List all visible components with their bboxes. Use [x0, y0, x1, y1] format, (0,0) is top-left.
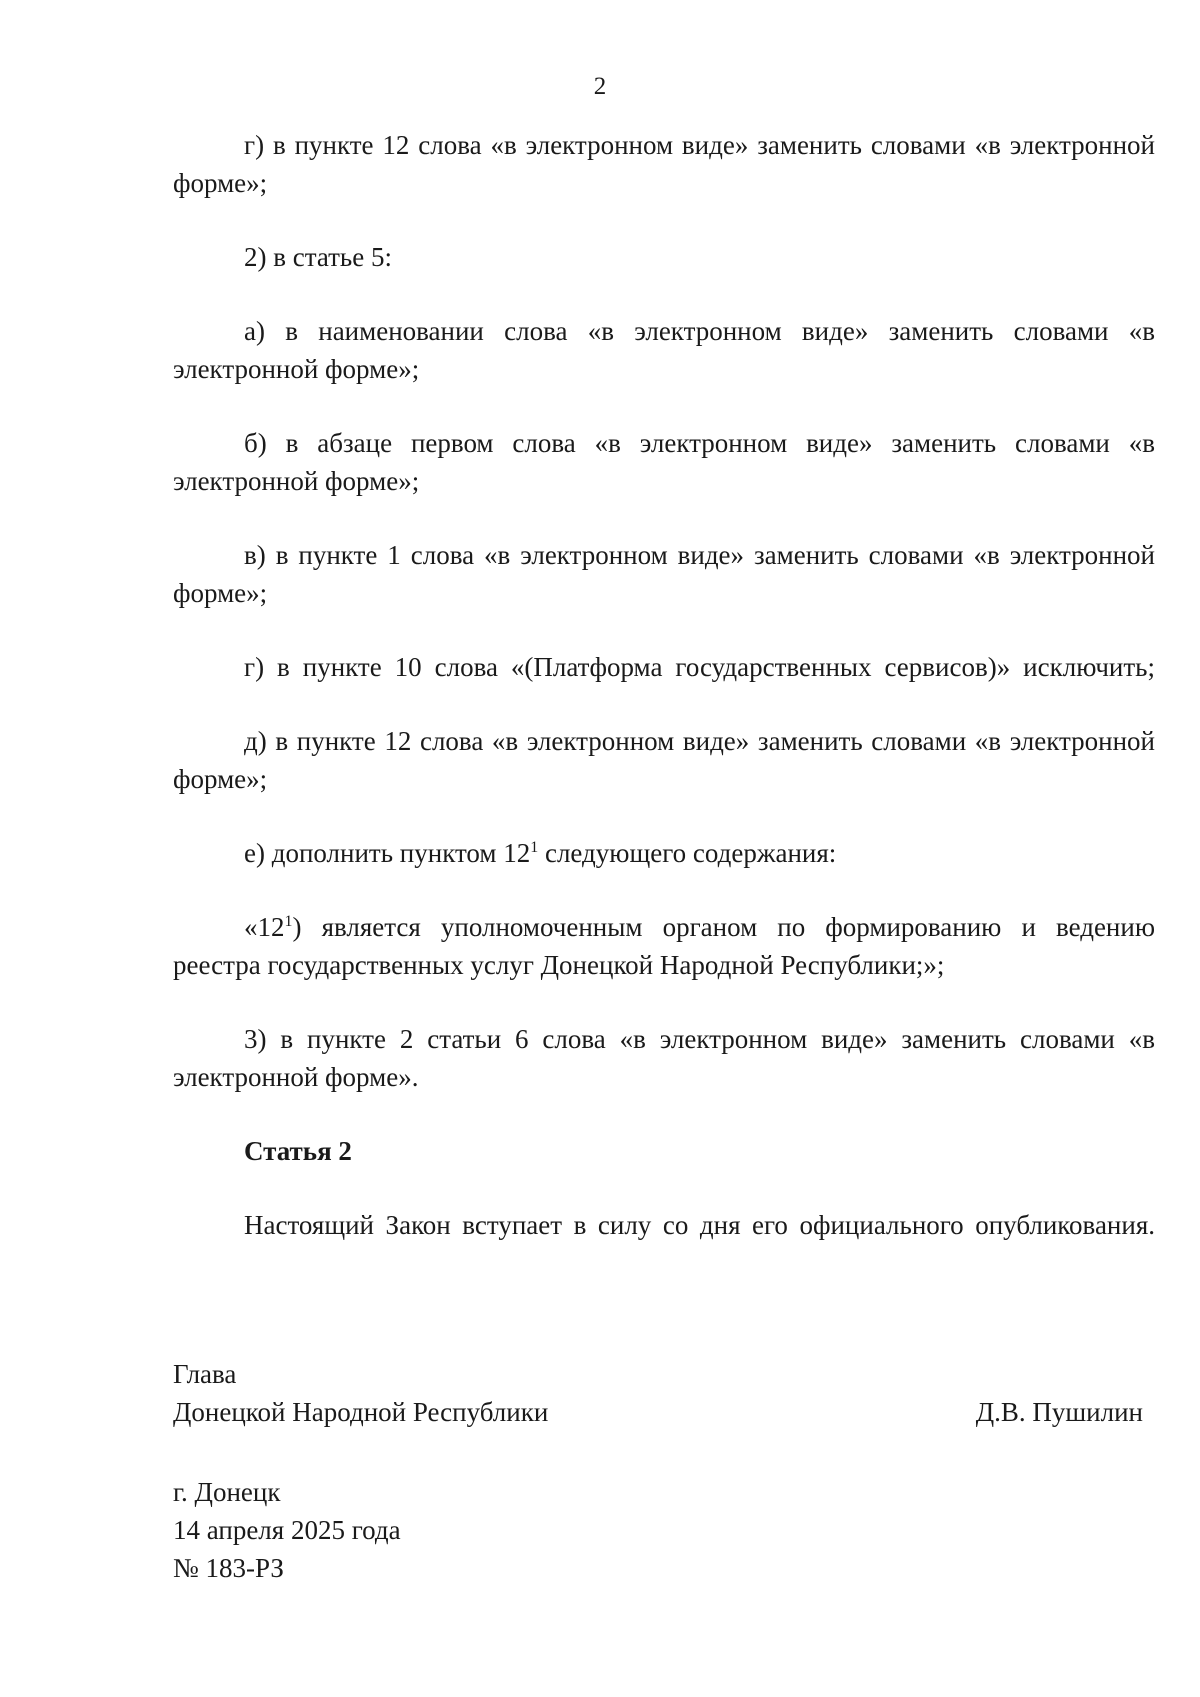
paragraph-2d: д) в пункте 12 слова «в электронном виде» заменить словами «в электронной форме»; [173, 726, 1155, 794]
paragraph-3: 3) в пункте 2 статьи 6 слова «в электронном виде» заменить словами «в электронной форме». [173, 1024, 1155, 1092]
date: 14 апреля 2025 года [173, 1515, 401, 1545]
document-body [173, 126, 1155, 1280]
page-number: 2 [593, 73, 607, 100]
paragraph-2v: в) в пункте 1 слова «в электронном виде» заменить словами «в электронной форме»; [173, 540, 1155, 608]
signature-row [173, 1393, 1143, 1431]
paragraph-2: 2) в статье 5: [244, 242, 392, 272]
place-date-block [173, 1473, 401, 1587]
article-2-heading: Статья 2 [244, 1136, 352, 1166]
signatory-name: Д.В. Пушилин [975, 1397, 1143, 1427]
law-number: № 183-РЗ [173, 1553, 284, 1583]
signature-title-line2: Донецкой Народной Республики [173, 1397, 549, 1427]
article-2-text: Настоящий Закон вступает в силу со дня его официального опубликования. [244, 1210, 1155, 1240]
paragraph-2e: е) дополнить пунктом $12^1$ следующего содержания: [244, 838, 837, 868]
paragraph-2g: г) в пункте 10 слова «(Платформа государственных сервисов)» исключить; [244, 652, 1155, 682]
paragraph-12-1-quote: «$12^1$) является уполномоченным органом по формированию и ведению реестра государственных услуг Донецкой Народной Республики;»; [173, 912, 1155, 980]
signature-title-line1: Глава [173, 1359, 237, 1389]
signature-block [173, 1355, 1143, 1431]
paragraph-2a: а) в наименовании слова «в электронном виде» заменить словами «в электронной форме»; [173, 316, 1155, 384]
paragraph-2b: б) в абзаце первом слова «в электронном виде» заменить словами «в электронной форме»; [173, 428, 1155, 496]
paragraph-1g: г) в пункте 12 слова «в электронном виде» заменить словами «в электронной форме»; [173, 130, 1155, 198]
city: г. Донецк [173, 1477, 281, 1507]
